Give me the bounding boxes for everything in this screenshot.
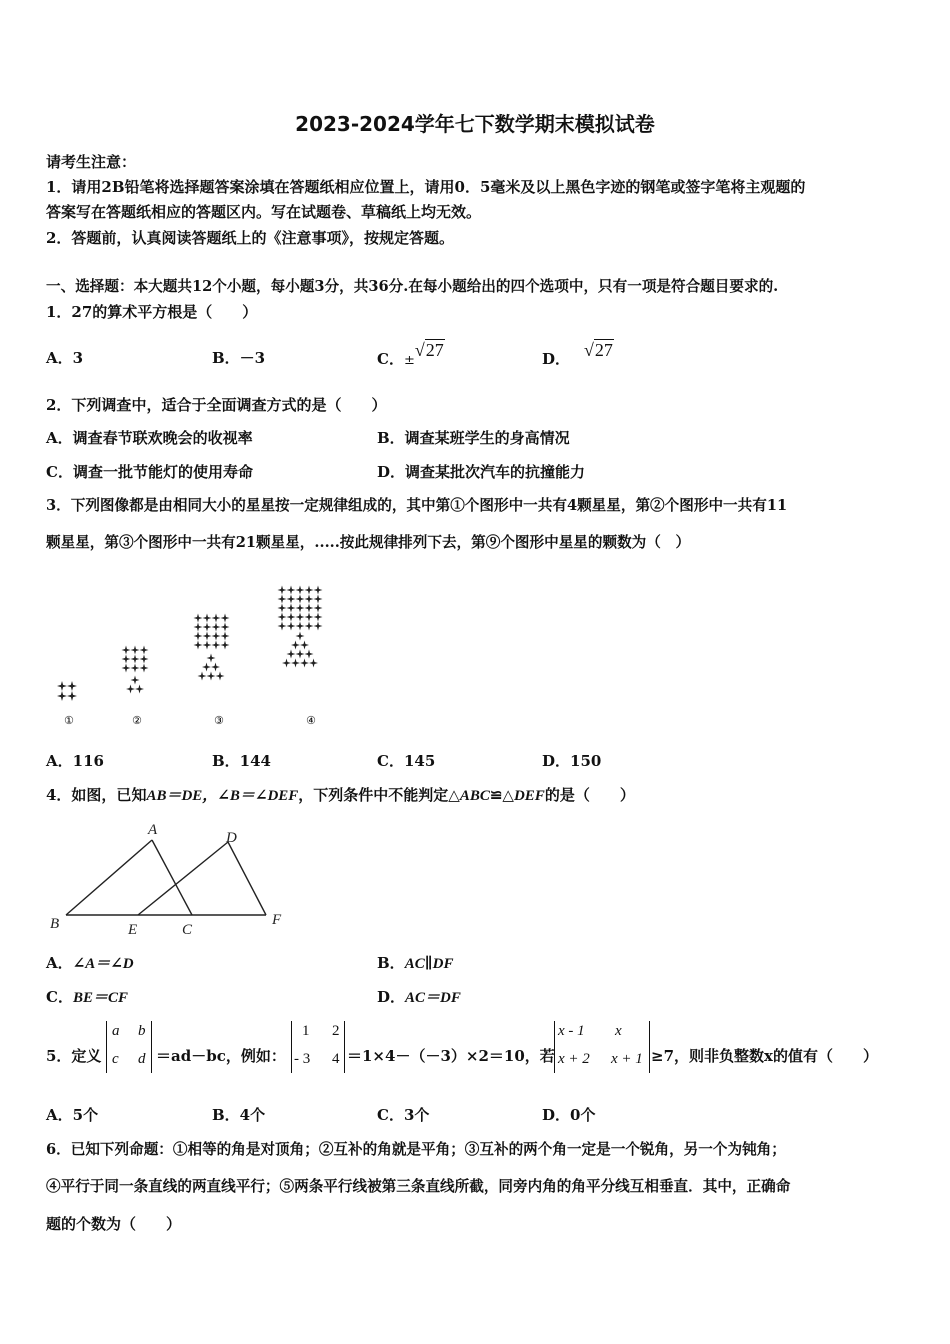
star-icon — [131, 655, 140, 664]
star-icon — [202, 663, 211, 672]
figure-1-stars — [57, 681, 77, 701]
star-icon — [278, 586, 287, 595]
q5-example-rhs: ＝1×4－（－3）×2＝10，若 — [347, 1047, 555, 1065]
star-icon — [278, 613, 287, 622]
det-cell: b — [138, 1023, 146, 1039]
star-icon — [291, 659, 300, 668]
star-icon — [296, 622, 305, 631]
det-cell: x + 1 — [611, 1051, 643, 1067]
star-icon — [67, 681, 77, 691]
q1-option-b: B．－3 — [212, 349, 266, 367]
det-cell: x — [615, 1023, 622, 1039]
star-icon — [291, 641, 300, 650]
q5-option-b: B．4个 — [212, 1106, 266, 1124]
star-icon — [203, 632, 212, 641]
det-cell: x - 1 — [558, 1023, 585, 1039]
q4-stem — [46, 785, 635, 806]
star-icon — [300, 641, 309, 650]
q3-option-a: A．116 — [46, 752, 104, 770]
q3-option-c: C．145 — [377, 752, 436, 770]
star-icon — [131, 646, 140, 655]
q2-option-c: C．调查一批节能灯的使用寿命 — [46, 463, 253, 481]
star-icon — [122, 646, 131, 655]
option-label: D． — [377, 988, 406, 1006]
q5-tail: ≥7，则非负整数x的值有（ ） — [651, 1047, 878, 1065]
star-icon — [198, 672, 207, 681]
star-icon — [296, 632, 305, 641]
q4-option-c — [46, 987, 128, 1008]
star-icon — [309, 659, 318, 668]
option-label: A． — [46, 954, 73, 972]
star-icon — [221, 623, 230, 632]
figure-label-4: ④ — [306, 714, 316, 727]
figure-label-2: ② — [132, 714, 142, 727]
star-icon — [67, 691, 77, 701]
q4-given-condition: AB＝DE，∠B＝∠DEF — [146, 788, 299, 804]
star-icon — [207, 654, 216, 663]
star-icon — [305, 604, 314, 613]
det-cell: 1 — [302, 1023, 310, 1039]
star-pattern-figure — [46, 578, 366, 738]
determinant-example — [291, 1021, 345, 1073]
det-cell: 2 — [332, 1023, 340, 1039]
sqrt-27-expression-d: √27 — [584, 340, 613, 360]
star-icon — [287, 586, 296, 595]
star-icon — [194, 641, 203, 650]
star-icon — [278, 595, 287, 604]
star-icon — [314, 613, 323, 622]
figure-label-3: ③ — [214, 714, 224, 727]
notice-line-2: 2．答题前，认真阅读答题纸上的《注意事项》，按规定答题。 — [46, 229, 454, 247]
star-icon — [296, 595, 305, 604]
det-cell: 4 — [332, 1051, 340, 1067]
star-icon — [305, 650, 314, 659]
star-icon — [140, 664, 149, 673]
determinant-inequality — [554, 1021, 650, 1073]
det-cell: c — [112, 1051, 119, 1067]
page-title: 2023-2024学年七下数学期末模拟试卷 — [295, 112, 655, 136]
q4-option-a — [46, 953, 134, 974]
star-icon — [194, 632, 203, 641]
q6-line-2: ④平行于同一条直线的两直线平行；⑤两条平行线被第三条直线所截，同旁内角的角平分线互相垂直．其中，正确命 — [46, 1178, 791, 1195]
q2-option-b: B．调查某班学生的身高情况 — [377, 429, 570, 447]
q1-stem: 1．27的算术平方根是（ ） — [46, 303, 258, 321]
star-icon — [314, 604, 323, 613]
star-icon — [211, 663, 220, 672]
figure-4-stars — [278, 586, 323, 668]
star-icon — [296, 604, 305, 613]
star-icon — [57, 681, 67, 691]
q2-option-a: A．调查春节联欢晚会的收视率 — [46, 429, 253, 447]
star-icon — [140, 646, 149, 655]
triangle-abc: ABC — [459, 788, 490, 804]
star-icon — [57, 691, 67, 701]
star-icon — [305, 622, 314, 631]
section-heading: 一、选择题：本大题共12个小题，每小题3分，共36分.在每小题给出的四个选项中，只有一项是符合题目要求的. — [46, 278, 779, 295]
q4-option-d — [377, 987, 461, 1008]
star-icon — [212, 632, 221, 641]
star-icon — [194, 614, 203, 623]
star-icon — [300, 659, 309, 668]
star-icon — [216, 672, 225, 681]
star-icon — [287, 622, 296, 631]
q1-option-c — [377, 340, 445, 368]
point-label-c: C — [182, 922, 193, 938]
q6-line-3: 题的个数为（ ） — [46, 1215, 182, 1233]
q5-option-a: A．5个 — [46, 1106, 99, 1124]
figure-2-stars — [122, 646, 149, 694]
star-icon — [203, 623, 212, 632]
q1-option-c-label: C． — [377, 350, 404, 368]
star-icon — [287, 650, 296, 659]
star-icon — [212, 641, 221, 650]
q6-line-1: 6．已知下列命题：①相等的角是对顶角；②互补的角就是平角；③互补的两个角一定是一个锐角，另一个为钝角； — [46, 1141, 786, 1158]
star-icon — [126, 685, 135, 694]
det-cell: d — [138, 1051, 146, 1067]
triangle-def: DEF — [513, 788, 545, 804]
star-icon — [305, 586, 314, 595]
q4-stem-part: 的是（ ） — [544, 786, 635, 804]
q4-stem-part: ，下列条件中不能判定△ — [298, 786, 460, 804]
star-icon — [278, 622, 287, 631]
triangle-diagram — [44, 820, 304, 940]
sqrt-27-expression: √27 — [414, 340, 444, 360]
determinant-definition — [106, 1021, 152, 1073]
star-icon — [221, 632, 230, 641]
plus-minus-sign: ± — [403, 353, 415, 368]
option-label: B． — [377, 954, 405, 972]
q5-option-c: C．3个 — [377, 1106, 430, 1124]
star-icon — [296, 650, 305, 659]
det-cell: x + 2 — [558, 1051, 590, 1067]
star-icon — [212, 614, 221, 623]
star-icon — [296, 586, 305, 595]
star-icon — [221, 641, 230, 650]
star-icon — [278, 604, 287, 613]
q2-stem: 2．下列调查中，适合于全面调查方式的是（ ） — [46, 396, 387, 414]
star-icon — [194, 623, 203, 632]
q5-option-d: D．0个 — [542, 1106, 596, 1124]
det-cell: - 3 — [294, 1051, 311, 1067]
star-icon — [296, 613, 305, 622]
figure-3-stars — [194, 614, 230, 681]
q1-option-a: A．3 — [46, 349, 84, 367]
q5-lead: 5．定义 — [46, 1047, 102, 1065]
q3-option-b: B．144 — [212, 752, 271, 770]
radicand: 27 — [425, 340, 444, 360]
star-icon — [207, 672, 216, 681]
option-text: ∠A＝∠D — [72, 956, 134, 972]
star-icon — [203, 614, 212, 623]
q2-option-d: D．调查某批次汽车的抗撞能力 — [377, 463, 586, 481]
q1-option-d-label: D． — [542, 350, 571, 368]
star-icon — [135, 685, 144, 694]
star-icon — [282, 659, 291, 668]
star-icon — [305, 595, 314, 604]
notice-heading: 请考生注意： — [46, 153, 137, 171]
notice-line-1b: 答案写在答题纸相应的答题区内。写在试题卷、草稿纸上均无效。 — [46, 203, 482, 221]
star-icon — [131, 664, 140, 673]
figure-label-1: ① — [64, 714, 74, 727]
star-icon — [131, 676, 140, 685]
star-icon — [314, 586, 323, 595]
star-icon — [305, 613, 314, 622]
option-text: BE＝CF — [72, 990, 128, 1006]
det-cell: a — [112, 1023, 120, 1039]
q3-stem-line-1: 3．下列图像都是由相同大小的星星按一定规律组成的，其中第①个图形中一共有4颗星星，第②个图形中一共有11 — [46, 497, 788, 514]
congruent-sign: ≌△ — [489, 786, 514, 804]
star-icon — [287, 604, 296, 613]
star-icon — [122, 655, 131, 664]
q3-stem-line-2: 颗星星，第③个图形中一共有21颗星星，.....按此规律排列下去，第⑨个图形中星星的颗数为（ ） — [46, 534, 691, 551]
q4-stem-part: 4．如图，已知 — [46, 786, 147, 804]
star-icon — [287, 613, 296, 622]
star-icon — [212, 623, 221, 632]
option-text: AC∥DF — [404, 956, 454, 972]
star-icon — [122, 664, 131, 673]
star-icon — [314, 622, 323, 631]
notice-line-1a: 1．请用2B铅笔将选择题答案涂填在答题纸相应位置上，请用0．5毫米及以上黑色字迹的钢笔或签字笔将主观题的 — [46, 178, 806, 196]
star-icon — [140, 655, 149, 664]
point-label-a: A — [148, 822, 158, 838]
q5-definition-rhs: ＝ad－bc，例如： — [156, 1047, 286, 1065]
star-icon — [203, 641, 212, 650]
point-label-e: E — [128, 922, 138, 938]
q1-option-d — [542, 340, 614, 368]
q3-option-d: D．150 — [542, 752, 602, 770]
option-text: AC＝DF — [405, 990, 461, 1006]
star-icon — [314, 595, 323, 604]
point-label-d: D — [226, 830, 237, 846]
radicand-d: 27 — [594, 340, 613, 360]
star-icon — [287, 595, 296, 604]
q4-option-b — [377, 953, 453, 974]
point-label-b: B — [50, 916, 60, 932]
point-label-f: F — [272, 912, 282, 928]
star-icon — [221, 614, 230, 623]
option-label: C． — [46, 988, 73, 1006]
